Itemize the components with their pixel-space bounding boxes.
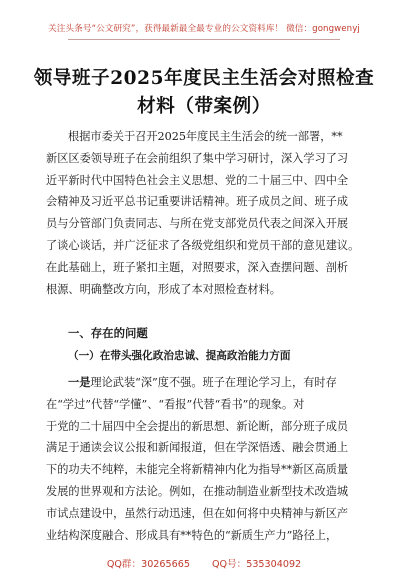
header-banner <box>0 0 408 42</box>
problem-line: 业结构深度融合、形成具有**特色的“新质生产力”路径上， <box>46 528 338 542</box>
intro-line: 根源、明确整改方向，形成了本对照检查材料。 <box>46 282 281 296</box>
header-divider <box>68 39 340 40</box>
intro-line: 了谈心谈话，并广泛征求了各级党组织和党员干部的意见建议。 <box>46 238 360 252</box>
section-heading: 一、存在的问题 <box>68 326 148 340</box>
footer-contact <box>0 556 408 570</box>
header-banner-text: 关注头条号“公文研究”，获得最新最全最专业的公文资料库！ 微信：gongwenyj <box>48 24 360 34</box>
intro-line: 在此基础上，班子紧扣主题，对照要求，深入查摆问题、剖析 <box>46 260 349 274</box>
paragraph-lead: 一是 <box>68 376 91 389</box>
footer-qq-group: QQ群：30265665 <box>106 559 190 570</box>
intro-line: 根据市委关于召开2025年度民主生活会的统一部署，** <box>68 130 343 143</box>
problem-line-text: 理论武装“深”度不强。班子在理论学习上，有时存 <box>90 376 337 389</box>
subsection-heading: （一）在带头强化政治忠诚、提高政治能力方面 <box>68 350 291 362</box>
intro-paragraph <box>46 126 362 300</box>
footer-qq: QQ号：535304092 <box>211 559 302 570</box>
problem-line: 下的功夫不纯粹，未能完全将新精神内化为指导**新区高质量 <box>46 463 349 477</box>
problem-line: 市试点建设中，虽然行动迅速，但在如何将中央精神与新区产 <box>46 506 349 520</box>
intro-line: 近平新时代中国特色社会主义思想、党的二十届三中、四中全 <box>46 173 349 187</box>
problem-paragraph <box>46 372 362 546</box>
problem-line: 在“学过”代替“学懂”、“看报”代替“看书”的现象。对 <box>46 397 305 411</box>
intro-line: 会精神及习近平总书记重要讲话精神。班子成员之间、班子成 <box>46 195 349 209</box>
problem-line: 满足于通读会议公报和新闻报道，但在学深悟透、融会贯通上 <box>46 441 349 455</box>
problem-line: 发展的世界观和方法论。例如，在推动制造业新型技术改造城 <box>46 484 349 498</box>
problem-line: 于党的二十届四中全会提出的新思想、新论断，部分班子成员 <box>46 419 349 433</box>
document-title-line-2: 材料（带案例） <box>137 96 271 117</box>
intro-line: 新区区委领导班子在会前组织了集中学习研讨，深入学习了习 <box>46 151 349 165</box>
intro-line: 员与分管部门负责同志、与所在党支部党员代表之间深入开展 <box>46 217 349 231</box>
document-title-line-1: 领导班子2025年度民主生活会对照检查 <box>33 68 375 89</box>
problem-line <box>46 372 362 394</box>
